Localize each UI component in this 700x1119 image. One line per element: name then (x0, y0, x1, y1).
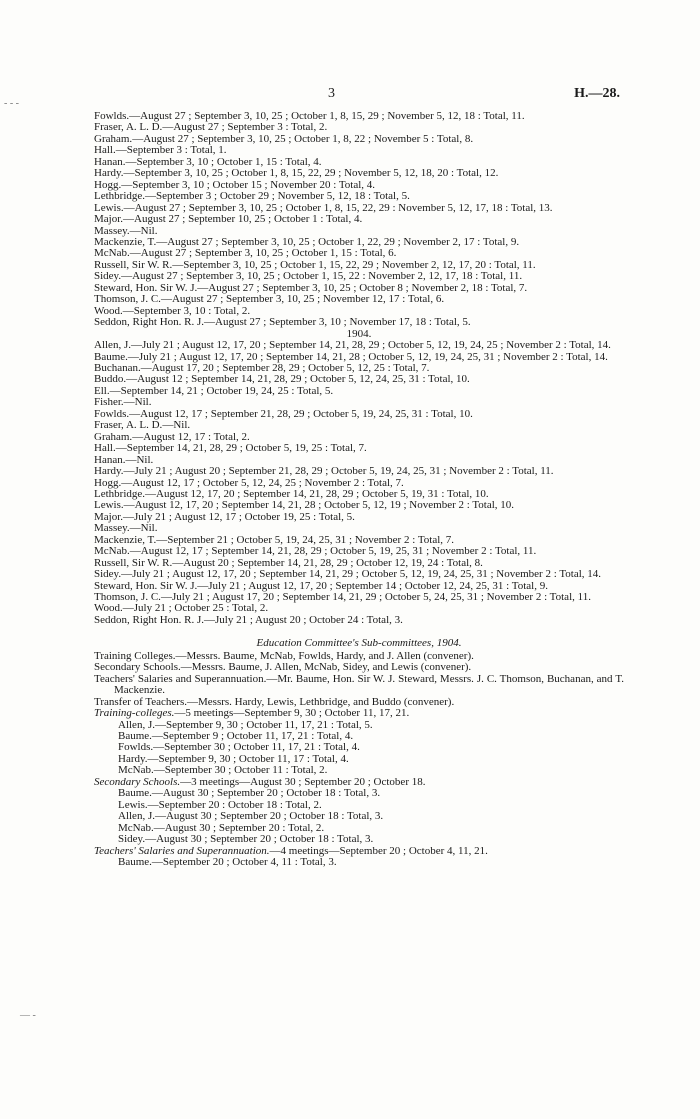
entry-name: Mackenzie, T. (94, 235, 157, 248)
page-content (94, 111, 624, 868)
entry-details: —August 12, 17 : Total, 2. (132, 430, 250, 443)
entry-name: Fraser, A. L. D. (94, 121, 163, 134)
meeting-dates: —3 meetings—August 30 ; September 20 ; October 18. (180, 775, 426, 788)
document-code: H.—28. (574, 86, 620, 101)
meeting-dates: —5 meetings—September 9, 30 ; October 11, 17, 21. (174, 707, 410, 720)
entry-details: —August 27 ; September 3, 10, 25 ; October 1, 8, 15, 22, 29 : November 5, 12, 17, 18 : Total, 13. (123, 201, 553, 214)
entry-details: —Mr. Baume, Hon. Sir W. J. Steward, Messrs. J. C. Thomson, Buchanan, and T. Mackenzie. (114, 672, 624, 697)
entry-name: Hogg. (94, 178, 122, 191)
entry-name: Baume. (94, 350, 128, 363)
entry-name: Sidey. (94, 270, 122, 283)
margin-mark-top: - - - (4, 98, 19, 109)
entry-name: Hogg. (94, 476, 122, 489)
entry-name: Lethbridge. (94, 487, 146, 500)
entry-name: Major. (94, 510, 124, 523)
attendance-entry (94, 443, 624, 454)
entry-name: Buchanan. (94, 361, 141, 374)
entry-name: Lethbridge. (94, 190, 146, 203)
entry-name: Graham. (94, 132, 133, 145)
subcommittee-meetings (94, 708, 624, 868)
entry-details: —July 21 ; August 20 ; September 21, 28, 29 ; October 5, 19, 24, 25, 31 ; November 2 : Total, 11. (123, 465, 554, 478)
entry-details: —August 12, 17 ; October 5, 12, 24, 25 ; November 2 : Total, 7. (121, 476, 404, 489)
entry-name: Steward, Hon. Sir W. J. (94, 281, 198, 294)
entry-name: Lewis. (118, 798, 148, 811)
entry-details: —Nil. (162, 419, 191, 432)
entry-details: —September 3, 10 ; October 1, 15 : Total, 4. (125, 155, 322, 168)
entry-name: McNab. (94, 247, 130, 260)
entry-details: —September 3, 10, 25 ; October 1, 15, 22, 29 ; November 2, 12, 17, 20 : Total, 11. (172, 258, 536, 271)
entry-name: Hardy. (94, 167, 124, 180)
entry-details: —August 20 ; September 14, 21, 28, 29 ; October 12, 19, 24 : Total, 8. (172, 556, 483, 569)
entry-details: —September 30 ; October 11 : Total, 2. (153, 764, 328, 777)
entry-details: —September 14, 21, 28, 29 ; October 5, 19, 25 : Total, 7. (115, 442, 367, 455)
entry-name: Hanan. (94, 155, 126, 168)
entry-name: Thomson, J. C. (94, 591, 161, 604)
entry-details: —August 27 ; September 3, 10, 25 ; October 1, 22, 29 ; November 2, 17 : Total, 9. (156, 235, 520, 248)
entry-details: —July 21 ; August 20 ; October 24 : Total, 3. (204, 613, 403, 626)
page-number: 3 (328, 86, 335, 101)
entry-details: —August 12, 17 ; September 21, 28, 29 ; October 5, 19, 24, 25, 31 : Total, 10. (129, 407, 473, 420)
entry-details: —August 12 ; September 14, 21, 28, 29 ; October 5, 12, 24, 25, 31 : Total, 10. (126, 373, 470, 386)
entry-details: —September 3 : Total, 1. (115, 144, 227, 157)
entry-details: —September 9, 30 ; October 11, 17 : Total, 4. (147, 752, 349, 765)
entry-details: —August 27 ; September 3, 10, 25 ; October 1, 8, 22 ; November 5 : Total, 8. (132, 132, 474, 145)
entry-name: Baume. (118, 730, 152, 743)
entry-details: —August 30 ; September 20 ; October 18 : Total, 3. (151, 787, 381, 800)
entry-name: Mackenzie, T. (94, 533, 157, 546)
entry-name: Hanan. (94, 453, 126, 466)
entry-name: Wood. (94, 304, 123, 317)
entry-name: Baume. (118, 787, 152, 800)
subcommittee-title: Secondary Schools. (94, 775, 181, 788)
entry-name: Ell. (94, 384, 110, 397)
entry-name: McNab. (118, 821, 154, 834)
entry-details: —September 3 ; October 29 ; November 5, 12, 18 : Total, 5. (145, 190, 410, 203)
subcommittees-list (94, 651, 624, 708)
entry-name: Lewis. (94, 499, 124, 512)
entry-details: —July 21 ; August 12, 17, 20 ; September 14 ; October 12, 24, 25, 31 : Total, 9. (197, 579, 548, 592)
entry-details: —September 3, 10 : Total, 2. (122, 304, 251, 317)
entry-details: —September 3, 10 ; October 15 ; November 20 : Total, 4. (121, 178, 376, 191)
entry-details: —July 21 ; August 12, 17, 20 ; September 14, 21, 28 ; October 5, 12, 19, 24, 25, 31 ; November 2 : Total, 14. (127, 350, 608, 363)
entry-details: —July 21 ; August 12, 17, 20 ; September 14, 21, 29 ; October 5, 12, 19, 24, 25, 31 ; November 2 : Total, 14. (121, 568, 602, 581)
year-heading: 1904. (346, 327, 372, 340)
attendance-1904-list (94, 340, 624, 626)
entry-details: —August 27 ; September 3, 10 ; November 17, 18 : Total, 5. (204, 316, 471, 329)
entry-details: —August 27 ; September 3, 10, 25 ; October 1, 15 : Total, 6. (129, 247, 397, 260)
entry-details: —August 27 ; September 3, 10, 25 ; November 12, 17 : Total, 6. (160, 293, 445, 306)
entry-name: Russell, Sir W. R. (94, 556, 173, 569)
entry-details: —July 21 ; August 12, 17 ; October 19, 25 : Total, 5. (123, 510, 355, 523)
entry-details: —August 30 ; September 20 ; October 18 : Total, 3. (145, 833, 374, 846)
entry-name: Sidey. (94, 568, 122, 581)
entry-details: —Nil. (125, 453, 154, 466)
entry-details: —August 27 ; September 10, 25 ; October 1 : Total, 4. (123, 213, 363, 226)
entry-name: Fowlds. (94, 407, 130, 420)
entry-details: —September 21 ; October 5, 19, 24, 25, 31 ; November 2 : Total, 7. (156, 533, 455, 546)
entry-name: Major. (94, 213, 124, 226)
attendance-entry (94, 615, 624, 626)
entry-details: —August 27 ; September 3, 10, 25 ; October 8 ; November 2, 18 : Total, 7. (197, 281, 528, 294)
margin-mark-bottom: — - (20, 1010, 36, 1021)
entry-details: —August 12, 17, 20 ; September 14, 21, 28 ; October 5, 12, 19 ; November 2 : Total, 10. (123, 499, 515, 512)
entry-name: McNab. (94, 545, 130, 558)
entry-name: Fisher. (94, 396, 124, 409)
entry-details: —August 27 ; September 3, 10, 25 ; October 1, 15, 22 : November 2, 12, 17, 18 : Total, 11. (121, 270, 523, 283)
entry-details: —September 20 ; October 4, 11 : Total, 3. (151, 856, 337, 868)
subcommittee-title: Teachers' Salaries and Superannuation. (94, 844, 270, 857)
entry-details: —August 12, 17 ; September 14, 21, 28, 29 ; October 5, 19, 25, 31 ; November 2 : Total, 11. (129, 545, 537, 558)
entry-details: —September 20 : October 18 : Total, 2. (147, 798, 322, 811)
entry-details: —September 14, 21 ; October 19, 24, 25 : Total, 5. (109, 384, 334, 397)
attendance-entry (94, 214, 624, 225)
entry-details: —August 27 ; September 3 : Total, 2. (162, 121, 328, 134)
entry-name: Russell, Sir W. R. (94, 258, 173, 271)
entry-name: Teachers' Salaries and Superannuation. (94, 672, 267, 685)
entry-name: Graham. (94, 430, 133, 443)
entry-name: Hardy. (118, 752, 148, 765)
entry-name: Fowlds. (94, 110, 130, 122)
entry-details: —September 9, 30 ; October 11, 17, 21 : Total, 5. (154, 718, 373, 731)
attendance-entry (118, 857, 624, 868)
entry-details: —Messrs. Baume, J. Allen, McNab, Sidey, and Lewis (convener). (180, 661, 472, 674)
entry-name: Buddo. (94, 373, 127, 386)
entry-name: Massey. (94, 224, 130, 237)
attendance-entry (94, 674, 624, 697)
entry-details: —August 17, 20 ; September 28, 29 ; October 5, 12, 25 : Total, 7. (140, 361, 430, 374)
entry-details: —September 3, 10, 25 ; October 1, 8, 15, 22, 29 ; November 5, 12, 18, 20 : Total, 12. (123, 167, 499, 180)
subcommittee-title: Training-colleges. (94, 707, 175, 720)
entry-details: —Messrs. Hardy, Lewis, Lethbridge, and Buddo (convener). (187, 695, 455, 708)
entry-name: Seddon, Right Hon. R. J. (94, 316, 205, 329)
entry-details: —Nil. (129, 224, 158, 237)
entry-name: Sidey. (118, 833, 146, 846)
entry-details: —September 9 ; October 11, 17, 21 : Total, 4. (151, 730, 354, 743)
attendance-entry (94, 317, 624, 328)
entry-name: Seddon, Right Hon. R. J. (94, 613, 205, 626)
entry-name: Hall. (94, 144, 116, 157)
attendance-1903-list (94, 111, 624, 329)
entry-details: —August 30 ; September 20 : Total, 2. (153, 821, 325, 834)
entry-name: Massey. (94, 522, 130, 535)
entry-name: Transfer of Teachers. (94, 695, 188, 708)
entry-name: McNab. (118, 764, 154, 777)
entry-name: Thomson, J. C. (94, 293, 161, 306)
entry-name: Fraser, A. L. D. (94, 419, 163, 432)
entry-name: Allen, J. (118, 810, 155, 823)
entry-details: —July 21 ; October 25 : Total, 2. (122, 602, 269, 615)
entry-name: Allen, J. (94, 339, 131, 352)
entry-details: —August 27 ; September 3, 10, 25 ; October 1, 8, 15, 29 ; November 5, 12, 18 : Total, 11. (129, 110, 525, 122)
entry-details: —August 30 ; September 20 ; October 18 : Total, 3. (154, 810, 384, 823)
entry-details: —Messrs. Baume, McNab, Fowlds, Hardy, and J. Allen (convener). (175, 649, 474, 662)
entry-details: —July 21 ; August 17, 20 ; September 14, 21, 29 ; October 5, 24, 25, 31 ; November 2 : Total, 11. (160, 591, 591, 604)
entry-name: Lewis. (94, 201, 124, 214)
entry-name: Wood. (94, 602, 123, 615)
entry-name: Steward, Hon. Sir W. J. (94, 579, 198, 592)
entry-name: Hardy. (94, 465, 124, 478)
entry-details: —Nil. (123, 396, 152, 409)
entry-details: —July 21 ; August 12, 17, 20 ; September 14, 21, 28, 29 ; October 5, 12, 19, 24, 25 ; November 2 : Total, 14. (130, 339, 611, 352)
meeting-dates: —4 meetings—September 20 ; October 4, 11, 21. (269, 844, 488, 857)
entry-name: Training Colleges. (94, 649, 176, 662)
entry-name: Hall. (94, 442, 116, 455)
attendance-entry (94, 386, 624, 397)
attendance-entry (94, 512, 624, 523)
subcommittees-heading: Education Committee's Sub-committees, 1904. (256, 637, 462, 650)
entry-name: Baume. (118, 856, 152, 868)
entry-name: Secondary Schools. (94, 661, 181, 674)
entry-details: —August 12, 17, 20 ; September 14, 21, 28, 29 ; October 5, 19, 31 : Total, 10. (145, 487, 489, 500)
entry-details: —September 30 ; October 11, 17, 21 : Total, 4. (153, 741, 360, 754)
entry-name: Fowlds. (118, 741, 154, 754)
entry-details: —Nil. (129, 522, 158, 535)
entry-name: Allen, J. (118, 718, 155, 731)
